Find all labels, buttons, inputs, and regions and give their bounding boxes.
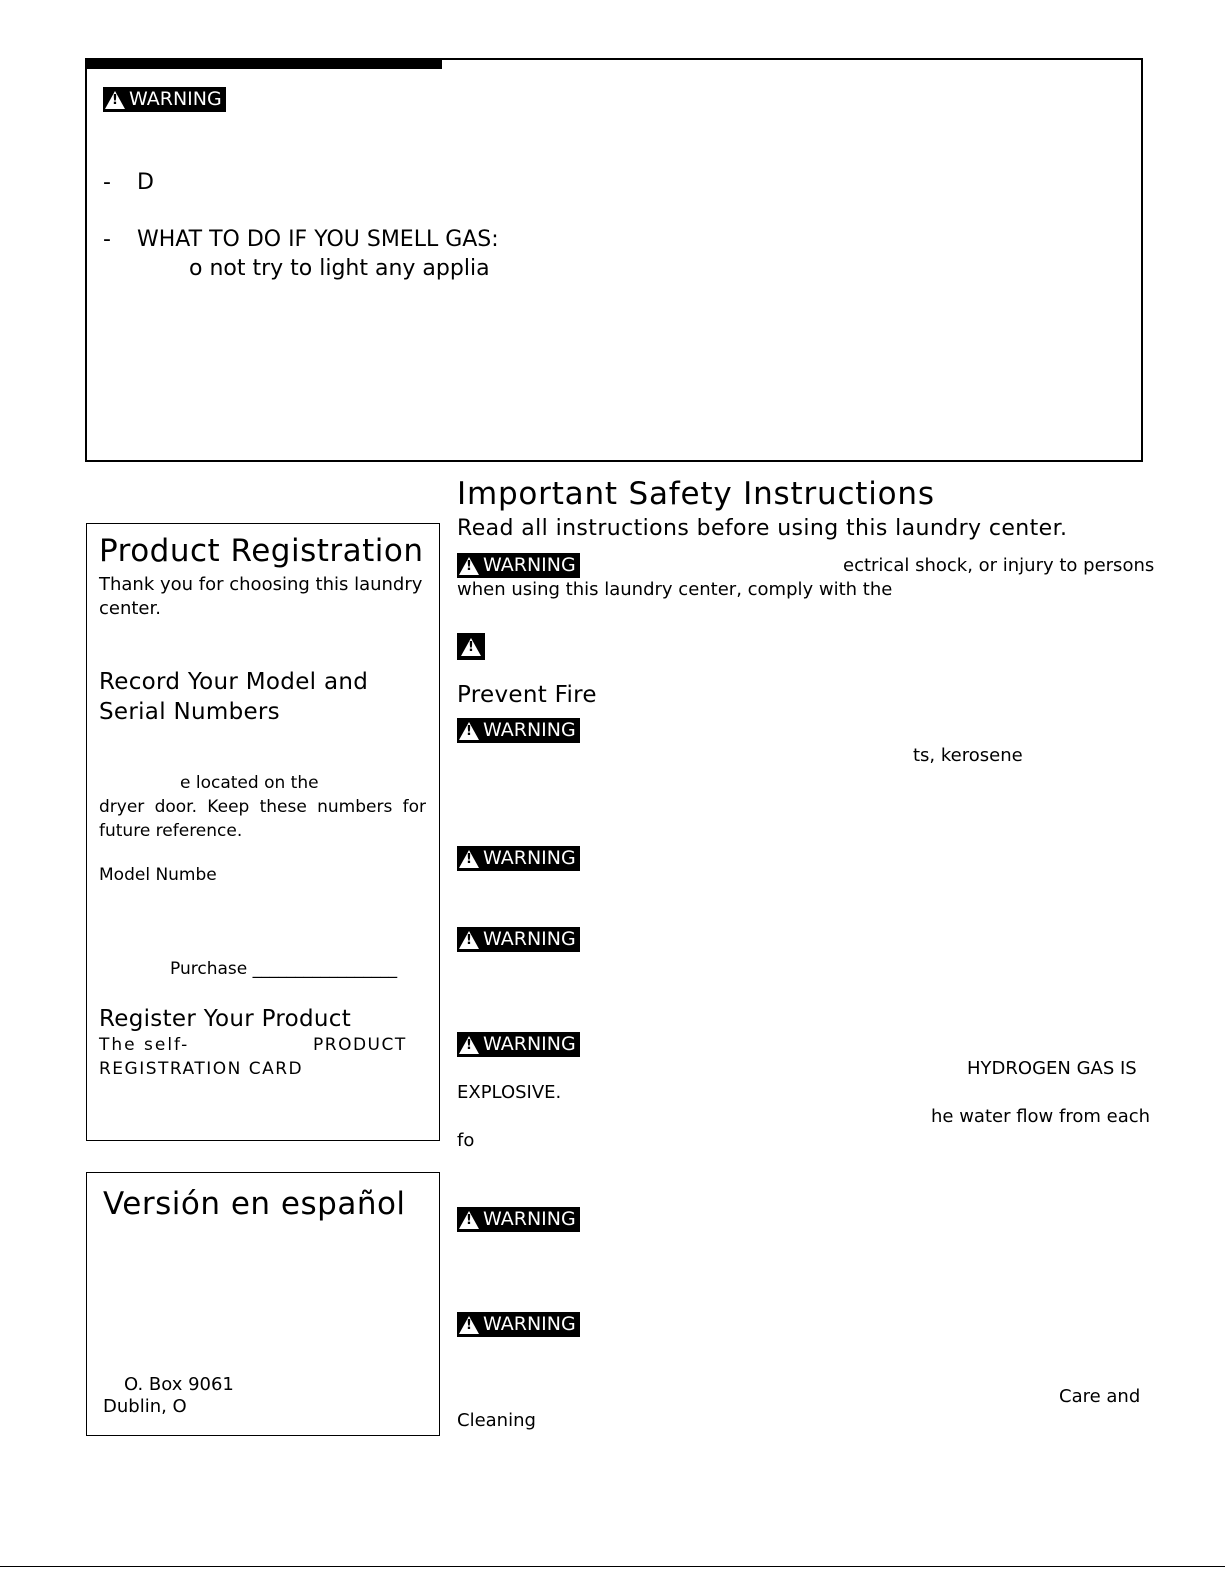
warning-badge-label: WARNING <box>129 88 222 110</box>
warning-badge-label: WARNING <box>483 719 576 741</box>
care-cleaning-link: Care and <box>1059 1386 1141 1407</box>
warning-badge <box>457 1312 580 1337</box>
warning-badge <box>457 927 580 952</box>
spanish-address: O. Box 9061 <box>124 1374 234 1395</box>
warning-badge <box>457 718 580 743</box>
warning-badge-label: WARNING <box>483 1033 576 1055</box>
fire-warning-text: ts, kerosene <box>913 745 1023 766</box>
safety-intro: when using this laundry center, comply with the <box>457 579 893 600</box>
hydrogen-warning-text: EXPLOSIVE. <box>457 1082 562 1103</box>
warning-badge <box>103 87 226 112</box>
location-text: e located on the <box>180 773 319 793</box>
warning-triangle-icon <box>459 1036 479 1054</box>
purchase-date-field: Purchase _________________ <box>170 959 398 979</box>
record-numbers-heading: Record Your Model and Serial Numbers <box>99 669 369 725</box>
hydrogen-warning-text: HYDROGEN GAS IS <box>967 1058 1137 1079</box>
warning-badge-label: WARNING <box>483 1208 576 1230</box>
location-text: future reference. <box>99 821 243 841</box>
warning-badge-label: WARNING <box>483 1313 576 1335</box>
register-text: REGISTRATION CARD <box>99 1059 304 1079</box>
warning-badge-label: WARNING <box>483 554 576 576</box>
page-bottom-rule <box>0 1566 1225 1567</box>
warning-triangle-icon <box>105 91 125 109</box>
warning-badge <box>457 1207 580 1232</box>
warning-triangle-icon <box>459 931 479 949</box>
spanish-title: Versión en español <box>103 1186 406 1222</box>
smell-gas-instruction: o not try to light any applia <box>189 256 490 281</box>
safety-title: Important Safety Instructions <box>457 476 935 512</box>
safety-subtitle: Read all instructions before using this laundry center. <box>457 516 1068 541</box>
bullet-dash: - <box>103 170 111 195</box>
register-product-heading: Register Your Product <box>99 1006 352 1032</box>
register-text: PRODUCT <box>313 1035 407 1055</box>
hydrogen-warning-text: fo <box>457 1130 475 1151</box>
hydrogen-warning-text: he water flow from each <box>931 1106 1151 1127</box>
bullet-dash: - <box>103 227 111 252</box>
care-cleaning-link: Cleaning <box>457 1410 536 1431</box>
warning-badge-label: WARNING <box>483 928 576 950</box>
warning-badge <box>457 1032 580 1057</box>
warning-triangle-icon <box>459 557 479 575</box>
registration-thanks: Thank you for choosing this laundry center. <box>99 574 423 619</box>
warning-badge <box>457 553 580 578</box>
smell-gas-heading: WHAT TO DO IF YOU SMELL GAS: <box>137 227 499 252</box>
spanish-address: Dublin, O <box>103 1396 187 1417</box>
warning-triangle-icon <box>457 633 485 660</box>
warning-triangle-icon <box>459 1211 479 1229</box>
warning-triangle-icon <box>459 722 479 740</box>
register-text: The self- <box>99 1035 190 1055</box>
gas-warning-header-bar <box>85 58 442 69</box>
warning-badge <box>457 846 580 871</box>
model-number-label: Model Numbe <box>99 865 217 885</box>
warning-triangle-icon <box>459 1316 479 1334</box>
warning-triangle-icon <box>459 850 479 868</box>
bullet-text: D <box>137 170 154 195</box>
safety-intro: ectrical shock, or injury to persons <box>843 555 1155 576</box>
warning-badge-label: WARNING <box>483 847 576 869</box>
prevent-fire-heading: Prevent Fire <box>457 682 597 708</box>
location-text: dryer door. Keep these numbers for <box>99 797 426 817</box>
registration-title: Product Registration <box>99 533 424 569</box>
